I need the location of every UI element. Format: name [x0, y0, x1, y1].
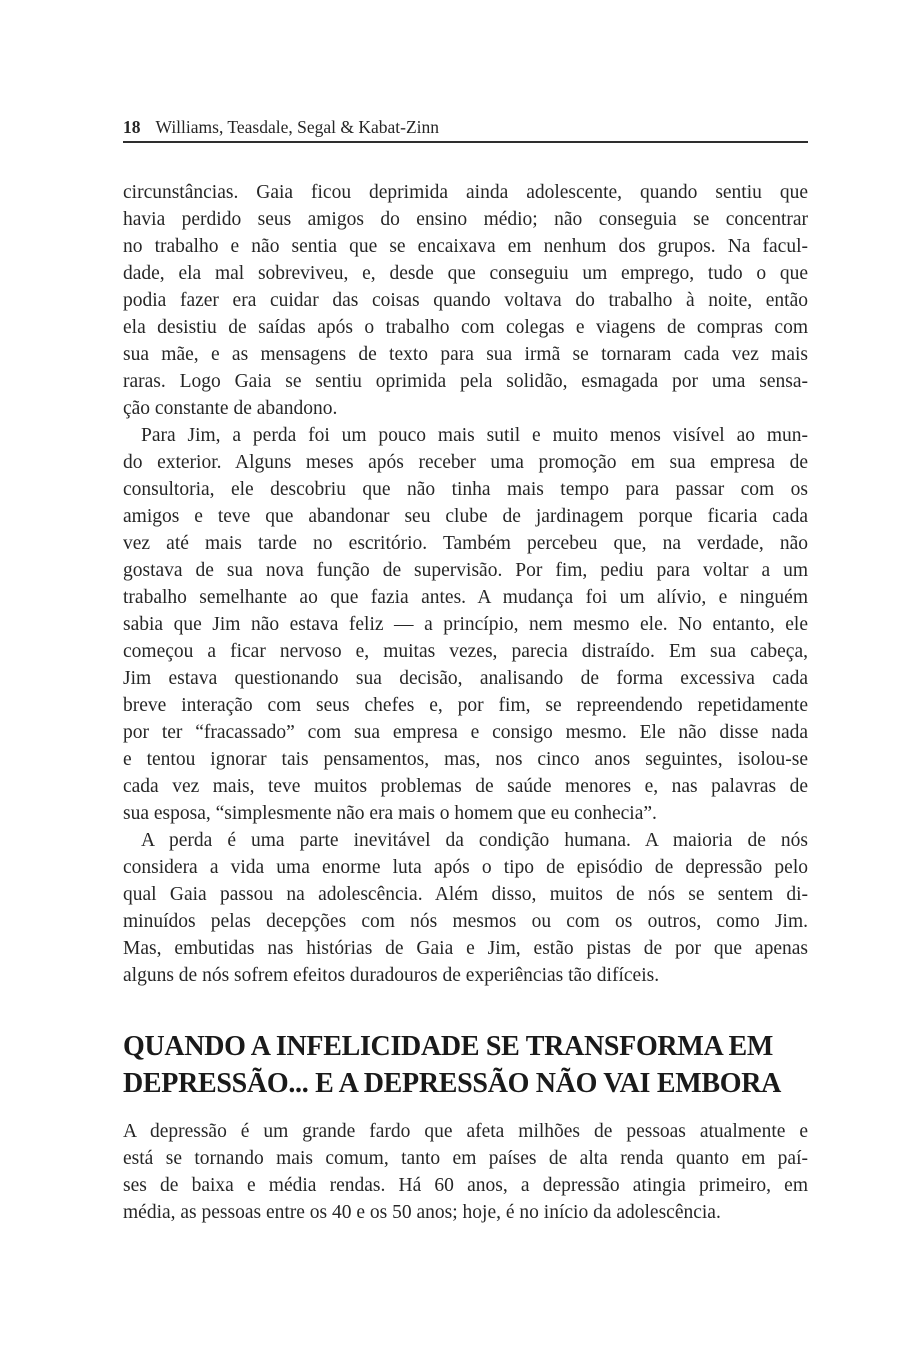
text-line: minuídos pelas decepções com nós mesmos ou com os outros, como Jim.: [123, 911, 808, 932]
text-line: ses de baixa e média rendas. Há 60 anos, a depressão atingia primeiro, em: [123, 1175, 808, 1196]
section-heading: [123, 1028, 808, 1102]
running-head: [123, 117, 808, 143]
paragraph: [123, 1118, 808, 1226]
text-line: começou a ficar nervoso e, muitas vezes, parecia distraído. Em sua cabeça,: [123, 641, 808, 662]
page-body: [123, 179, 808, 1226]
text-line: do exterior. Alguns meses após receber uma promoção em sua empresa de: [123, 452, 808, 473]
text-line: Jim estava questionando sua decisão, analisando de forma excessiva cada: [123, 668, 808, 689]
text-line: sua esposa, “simplesmente não era mais o homem que eu conhecia”.: [123, 803, 657, 824]
text-line: Para Jim, a perda foi um pouco mais sutil e muito menos visível ao mun-: [141, 425, 808, 446]
text-line: média, as pessoas entre os 40 e os 50 anos; hoje, é no início da adolescência.: [123, 1202, 721, 1223]
text-line: A depressão é um grande fardo que afeta milhões de pessoas atualmente e: [123, 1121, 808, 1142]
text-line: havia perdido seus amigos do ensino médio; não conseguia se concentrar: [123, 209, 808, 230]
text-line: sabia que Jim não estava feliz — a princípio, nem mesmo ele. No entanto, ele: [123, 614, 808, 635]
text-column: [123, 117, 808, 1226]
text-line: amigos e teve que abandonar seu clube de jardinagem porque ficaria cada: [123, 506, 808, 527]
text-line: qual Gaia passou na adolescência. Além disso, muitos de nós se sentem di-: [123, 884, 808, 905]
text-line: Mas, embutidas nas histórias de Gaia e Jim, estão pistas de por que apenas: [123, 938, 808, 959]
text-line: por ter “fracassado” com sua empresa e consigo mesmo. Ele não disse nada: [123, 722, 808, 743]
text-line: breve interação com seus chefes e, por fim, se repreendendo repetidamente: [123, 695, 808, 716]
text-line: vez até mais tarde no escritório. Também percebeu que, na verdade, não: [123, 533, 808, 554]
text-line: podia fazer era cuidar das coisas quando voltava do trabalho à noite, então: [123, 290, 808, 311]
text-line: cada vez mais, teve muitos problemas de saúde menores e, nas palavras de: [123, 776, 808, 797]
text-line: dade, ela mal sobreviveu, e, desde que conseguiu um emprego, tudo o que: [123, 263, 808, 284]
paragraph: [123, 827, 808, 989]
paragraph: [123, 179, 808, 422]
text-line: no trabalho e não sentia que se encaixava em nenhum dos grupos. Na facul-: [123, 236, 808, 257]
text-line: alguns de nós sofrem efeitos duradouros de experiências tão difíceis.: [123, 965, 660, 986]
page-number: 18: [123, 117, 141, 137]
text-line: está se tornando mais comum, tanto em países de alta renda quanto em paí-: [123, 1148, 808, 1169]
text-line: ção constante de abandono.: [123, 398, 338, 419]
text-line: consultoria, ele descobriu que não tinha mais tempo para passar com os: [123, 479, 808, 500]
text-line: gostava de sua nova função de supervisão. Por fim, pediu para voltar a um: [123, 560, 808, 581]
text-line: circunstâncias. Gaia ficou deprimida ainda adolescente, quando sentiu que: [123, 182, 808, 203]
text-line: ela desistiu de saídas após o trabalho com colegas e viagens de compras com: [123, 317, 808, 338]
running-title: Williams, Teasdale, Segal & Kabat-Zinn: [155, 117, 440, 137]
text-line: e tentou ignorar tais pensamentos, mas, nos cinco anos seguintes, isolou-se: [123, 749, 808, 770]
text-line: raras. Logo Gaia se sentiu oprimida pela solidão, esmagada por uma sensa-: [123, 371, 808, 392]
text-line: A perda é uma parte inevitável da condição humana. A maioria de nós: [141, 830, 808, 851]
text-line: sua mãe, e as mensagens de texto para sua irmã se tornaram cada vez mais: [123, 344, 808, 365]
paragraph: [123, 422, 808, 827]
text-line: trabalho semelhante ao que fazia antes. A mudança foi um alívio, e ninguém: [123, 587, 808, 608]
heading-line: DEPRESSÃO... E A DEPRESSÃO NÃO VAI EMBORA: [123, 1068, 782, 1099]
heading-line: QUANDO A INFELICIDADE SE TRANSFORMA EM: [123, 1031, 774, 1062]
text-line: considera a vida uma enorme luta após o tipo de episódio de depressão pelo: [123, 857, 808, 878]
